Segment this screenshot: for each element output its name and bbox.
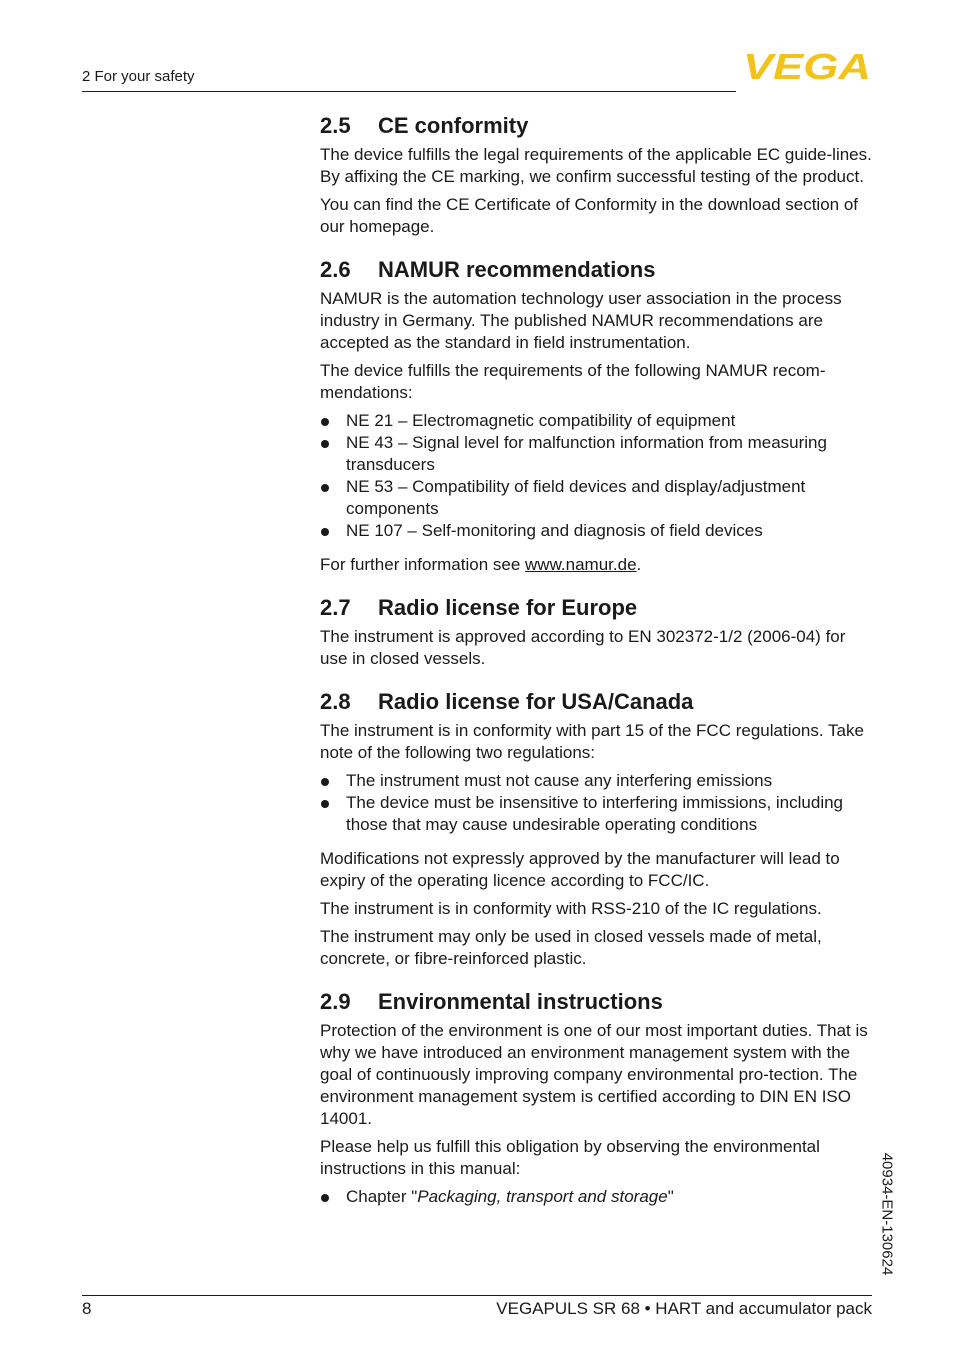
page-number: 8 (82, 1299, 92, 1318)
section-2-9 (320, 988, 876, 1208)
document-title: VEGAPULS SR 68 • HART and accumulator pack (496, 1299, 872, 1318)
section-2-8 (320, 688, 876, 970)
paragraph: Protection of the environment is one of our most important duties. That is why we have introduced an environment management system with the goal of continuously improving company environmental pro-tection. The environment management system is certified according to DIN EN ISO 14001. (320, 1021, 868, 1128)
further-info: For further information see www.namur.de. (320, 555, 642, 574)
section-heading: 2.5 CE conformity (320, 113, 529, 138)
footer-divider (82, 1295, 872, 1296)
section-2-6 (320, 256, 876, 576)
list-item: NE 107 – Self-monitoring and diagnosis of field devices (320, 520, 876, 542)
paragraph: You can find the CE Certificate of Conformity in the download section of our homepage. (320, 195, 859, 236)
list-item: Chapter "Packaging, transport and storage" (320, 1186, 876, 1208)
paragraph: The instrument may only be used in closed vessels made of metal, concrete, or fibre-reinforced plastic. (320, 927, 822, 968)
namur-link[interactable]: www.namur.de (525, 555, 637, 574)
paragraph: The instrument is in conformity with RSS-210 of the IC regulations. (320, 899, 822, 918)
paragraph: Please help us fulfill this obligation by observing the environmental instructions in this manual: (320, 1137, 820, 1178)
paragraph: The device fulfills the requirements of the following NAMUR recom-mendations: (320, 361, 826, 402)
paragraph: Modifications not expressly approved by the manufacturer will lead to expiry of the operating licence according to FCC/IC. (320, 849, 840, 890)
list-item: NE 43 – Signal level for malfunction information from measuring transducers (320, 432, 876, 476)
section-heading: 2.9 Environmental instructions (320, 989, 663, 1014)
section-2-7 (320, 594, 876, 670)
paragraph: The instrument is in conformity with part 15 of the FCC regulations. Take note of the following two regulations: (320, 721, 864, 762)
list-item: NE 53 – Compatibility of field devices and display/adjustment components (320, 476, 876, 520)
section-2-5 (320, 112, 876, 238)
list-item: NE 21 – Electromagnetic compatibility of equipment (320, 410, 876, 432)
list-item: The instrument must not cause any interfering emissions (320, 770, 876, 792)
section-heading: 2.6 NAMUR recommendations (320, 257, 656, 282)
paragraph: The device fulfills the legal requirements of the applicable EC guide-lines. By affixing the CE marking, we confirm successful testing of the product. (320, 145, 872, 186)
vega-logo (742, 50, 872, 82)
main-content (320, 112, 876, 1226)
paragraph: The instrument is approved according to EN 302372-1/2 (2006-04) for use in closed vessels. (320, 627, 846, 668)
vega-logo-text: VEGA (743, 50, 871, 82)
list-item: The device must be insensitive to interfering immissions, including those that may cause undesirable operating conditions (320, 792, 876, 836)
header-section-label: 2 For your safety (82, 68, 195, 85)
section-heading: 2.8 Radio license for USA/Canada (320, 689, 694, 714)
namur-list (320, 410, 876, 542)
paragraph: NAMUR is the automation technology user association in the process industry in Germany. The published NAMUR recommendations are accepted as the standard in field instrumentation. (320, 289, 842, 352)
side-document-code: 40934-EN-130624 (878, 1152, 896, 1276)
section-heading: 2.7 Radio license for Europe (320, 595, 638, 620)
environment-list (320, 1186, 876, 1208)
fcc-list (320, 770, 876, 836)
header-divider (82, 91, 736, 92)
